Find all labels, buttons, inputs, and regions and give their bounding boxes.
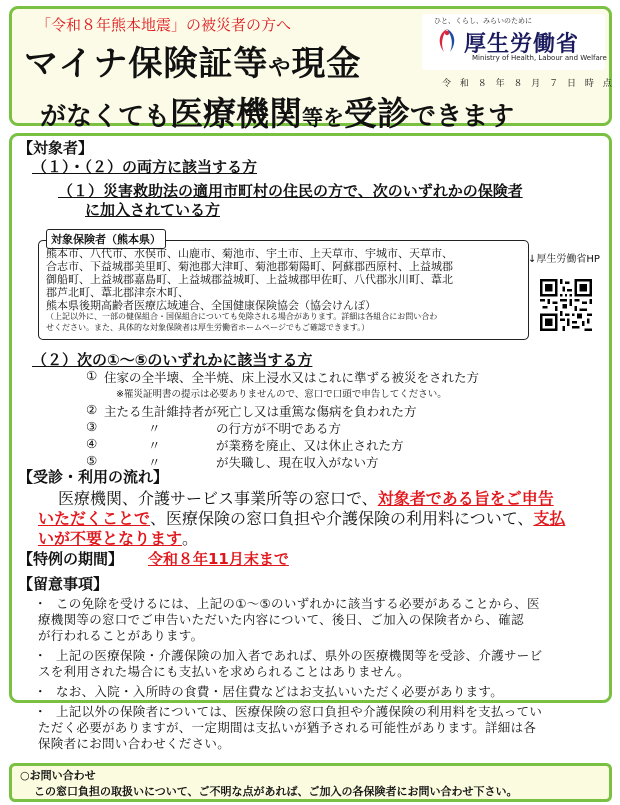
condition-ditto: 〃 xyxy=(148,438,161,453)
insurers-line: 御船町、上益城郡嘉島町、上益城郡益城町、上益城郡甲佐町、八代郡氷川町、葦北 xyxy=(46,273,453,286)
note-bullet: ・ xyxy=(34,704,47,719)
ministry-tagline: ひと、くらし、みらいのために xyxy=(434,17,532,25)
qr-code[interactable] xyxy=(540,279,592,331)
condition-number: ⑤ xyxy=(86,453,98,468)
condition-text: が業務を廃止、又は休止された方 xyxy=(216,438,404,453)
note-line: 療機関等の窓口でご申告いただいた内容について、後日、ご加入の保険者から、確認 xyxy=(38,612,524,627)
note-line: 上記の医療保険・介護保険の加入者であれば、県外の医療機関等を受診、介護サービ xyxy=(56,648,543,663)
period-value: 令和８年11月末まで xyxy=(148,550,289,568)
note-line: ただく必要がありますが、一定期間は支払いが猶予される可能性があります。詳細は各 xyxy=(38,720,537,735)
header-title-line1: マイナ保険証等や現金 xyxy=(24,44,362,84)
as-of-date: 令 和 ８ 年 ８ 月 ７ 日 時 点 xyxy=(442,79,615,89)
ministry-logo-icon xyxy=(434,27,460,55)
target-heading: 【対象者】 xyxy=(18,139,94,157)
ministry-name: 厚生労働省 xyxy=(464,32,580,57)
condition-number: ② xyxy=(86,402,98,417)
note-line: が行われることがあります。 xyxy=(38,628,204,643)
note-line: スを利用された場合にも支払いを求められることはありません。 xyxy=(38,664,410,679)
footer-title: ○お問い合わせ xyxy=(20,769,96,782)
note-line: 保険者にお問い合わせください。 xyxy=(38,736,231,751)
condition-ditto: 〃 xyxy=(148,455,161,470)
note-bullet: ・ xyxy=(34,648,47,663)
condition-text: 住家の全半壊、全半焼、床上浸水又はこれに準ずる被災をされた方 xyxy=(104,370,480,385)
flow-line2: いただくことで、医療保険の窓口負担や介護保険の利用料について、支払 xyxy=(38,509,566,528)
note-bullet: ・ xyxy=(34,596,47,611)
flow-heading: 【受診・利用の流れ】 xyxy=(18,468,169,486)
both-conditions-label: （１）・（２）の両方に該当する方 xyxy=(32,158,258,176)
note-line: この免除を受けるには、上記の①～⑤のいずれかに該当する必要があることから、医 xyxy=(56,596,540,611)
condition1-note: ※罹災証明書の提示は必要ありませんので、窓口で口頭で申告してください。 xyxy=(116,389,447,400)
condition-number: ③ xyxy=(86,419,98,434)
qr-label: ↓厚生労働省HP xyxy=(528,254,600,265)
insurers-label: 対象保険者（熊本県） xyxy=(46,229,166,249)
ministry-english-name: Ministry of Health, Labour and Welfare xyxy=(472,54,607,62)
condition1-heading-line2: に加入されている方 xyxy=(85,201,221,219)
insurers-line: 熊本市、八代市、水俣市、山鹿市、菊池市、宇土市、上天草市、宇城市、天草市、 xyxy=(46,247,453,260)
condition1-heading-line1: （１）災害救助法の適用市町村の住民の方で、次のいずれかの保険者 xyxy=(58,182,523,200)
insurers-note-line: せください。また、具体的な対象保険者は厚生労働省ホームページでもご確認できます。） xyxy=(46,323,370,332)
condition-number: ④ xyxy=(86,436,98,451)
note-line: なお、入院・入所時の食費・居住費などはお支払いいただく必要があります。 xyxy=(56,684,504,699)
insurers-line: 郡芦北町、葦北郡津奈木町、 xyxy=(46,286,189,299)
period-heading: 【特例の期間】 xyxy=(18,550,124,568)
header-subtitle: 「令和８年熊本地震」の被災者の方へ xyxy=(36,16,292,34)
insurers-note-line: （上記以外に、一部の健保組合・国保組合についても免除される場合があります。詳細は各組合にお問い合わ xyxy=(46,312,438,321)
condition-number: ① xyxy=(86,368,98,383)
header-title-line2: がなくても医療機関等を受診できます xyxy=(40,94,515,133)
footer-text: この窓口負担の取扱いについて、ご不明な点があれば、ご加入の各保険者にお問い合わせ下さい。 xyxy=(34,785,518,798)
condition-text: の行方が不明である方 xyxy=(216,421,342,436)
insurers-line: 合志市、下益城郡美里町、菊池郡大津町、菊池郡菊陽町、阿蘇郡西原村、上益城郡 xyxy=(46,260,453,273)
condition-text: 主たる生計維持者が死亡し又は重篤な傷病を負われた方 xyxy=(104,404,417,419)
condition-text: が失職し、現在収入がない方 xyxy=(216,455,379,470)
flow-line1: 医療機関、介護サービス事業所等の窓口で、対象者である旨をご申告 xyxy=(58,489,554,508)
note-bullet: ・ xyxy=(34,684,47,699)
flow-line3: いが不要となります。 xyxy=(38,529,199,548)
condition2-heading: （２）次の①～⑤のいずれかに該当する方 xyxy=(32,351,313,369)
note-line: 上記以外の保険者については、医療保険の窓口負担や介護保険の利用料を支払ってい xyxy=(56,704,543,719)
condition-ditto: 〃 xyxy=(148,421,161,436)
notes-heading: 【留意事項】 xyxy=(18,575,109,593)
insurers-line: 熊本県後期高齢者医療広域連合、全国健康保険協会（協会けんぽ） xyxy=(46,299,376,312)
